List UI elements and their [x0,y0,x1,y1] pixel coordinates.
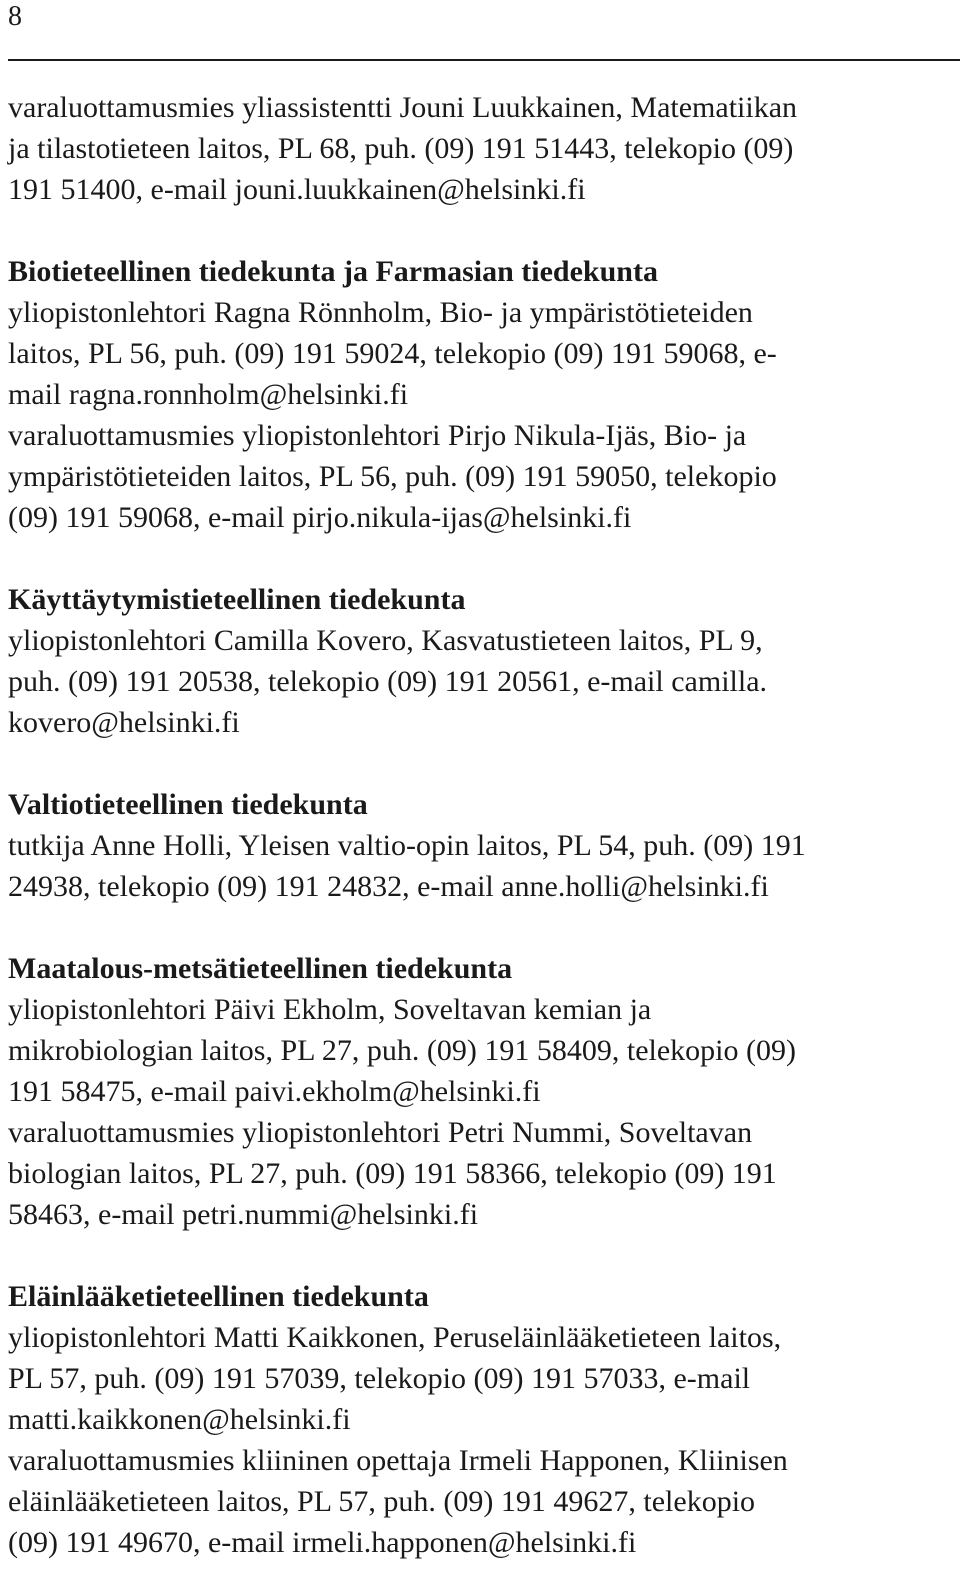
faculty-block-biotieteellinen [8,251,943,538]
contact-block-continuation [8,87,943,210]
contact-line: 24938, telekopio (09) 191 24832, e-mail anne.holli@helsinki.fi [8,870,769,903]
contact-line: 191 58475, e-mail paivi.ekholm@helsinki.fi [8,1075,541,1108]
contact-line: matti.kaikkonen@helsinki.fi [8,1403,351,1436]
contact-line: mikrobiologian laitos, PL 27, puh. (09) 191 58409, telekopio (09) [8,1034,796,1067]
faculty-block-elainlaaketieteellinen [8,1276,943,1563]
faculty-heading: Biotieteellinen tiedekunta ja Farmasian tiedekunta [8,255,658,288]
faculty-block-kayttaytymistieteellinen [8,579,943,743]
faculty-heading: Eläinlääketieteellinen tiedekunta [8,1280,429,1313]
contact-line: PL 57, puh. (09) 191 57039, telekopio (09) 191 57033, e-mail [8,1362,751,1395]
contact-line: 58463, e-mail petri.nummi@helsinki.fi [8,1198,479,1231]
faculty-block-maatalous-metsatieteellinen [8,948,943,1235]
contact-line: ympäristötieteiden laitos, PL 56, puh. (09) 191 59050, telekopio [8,460,777,493]
contact-line: varaluottamusmies yliassistentti Jouni Luukkainen, Matematiikan [8,91,798,124]
contact-line: varaluottamusmies yliopistonlehtori Pirjo Nikula-Ijäs, Bio- ja [8,419,747,452]
contact-line: yliopistonlehtori Camilla Kovero, Kasvatustieteen laitos, PL 9, [8,624,763,657]
contact-line: yliopistonlehtori Ragna Rönnholm, Bio- ja ympäristötieteiden [8,296,753,329]
faculty-heading: Valtiotieteellinen tiedekunta [8,788,368,821]
contact-line: (09) 191 59068, e-mail pirjo.nikula-ijas@helsinki.fi [8,501,632,534]
header-rule [8,59,960,61]
contact-line: eläinlääketieteen laitos, PL 57, puh. (09) 191 49627, telekopio [8,1485,756,1518]
contact-line: puh. (09) 191 20538, telekopio (09) 191 20561, e-mail camilla. [8,665,768,698]
contact-line: kovero@helsinki.fi [8,706,240,739]
contact-line: mail ragna.ronnholm@helsinki.fi [8,378,409,411]
contact-line: varaluottamusmies yliopistonlehtori Petri Nummi, Soveltavan [8,1116,753,1149]
faculty-block-valtiotieteellinen [8,784,943,907]
contact-line: (09) 191 49670, e-mail irmeli.happonen@helsinki.fi [8,1526,637,1559]
page-number: 8 [8,1,22,32]
document-body [8,87,943,1563]
contact-line: 191 51400, e-mail jouni.luukkainen@helsinki.fi [8,173,586,206]
contact-line: varaluottamusmies kliininen opettaja Irmeli Happonen, Kliinisen [8,1444,788,1477]
contact-line: yliopistonlehtori Matti Kaikkonen, Peruseläinlääketieteen laitos, [8,1321,782,1354]
faculty-heading: Käyttäytymistieteellinen tiedekunta [8,583,466,616]
contact-line: tutkija Anne Holli, Yleisen valtio-opin laitos, PL 54, puh. (09) 191 [8,829,806,862]
contact-line: ja tilastotieteen laitos, PL 68, puh. (09) 191 51443, telekopio (09) [8,132,794,165]
contact-line: biologian laitos, PL 27, puh. (09) 191 58366, telekopio (09) 191 [8,1157,777,1190]
faculty-heading: Maatalous-metsätieteellinen tiedekunta [8,952,513,985]
contact-line: laitos, PL 56, puh. (09) 191 59024, telekopio (09) 191 59068, e- [8,337,777,370]
contact-line: yliopistonlehtori Päivi Ekholm, Soveltavan kemian ja [8,993,652,1026]
